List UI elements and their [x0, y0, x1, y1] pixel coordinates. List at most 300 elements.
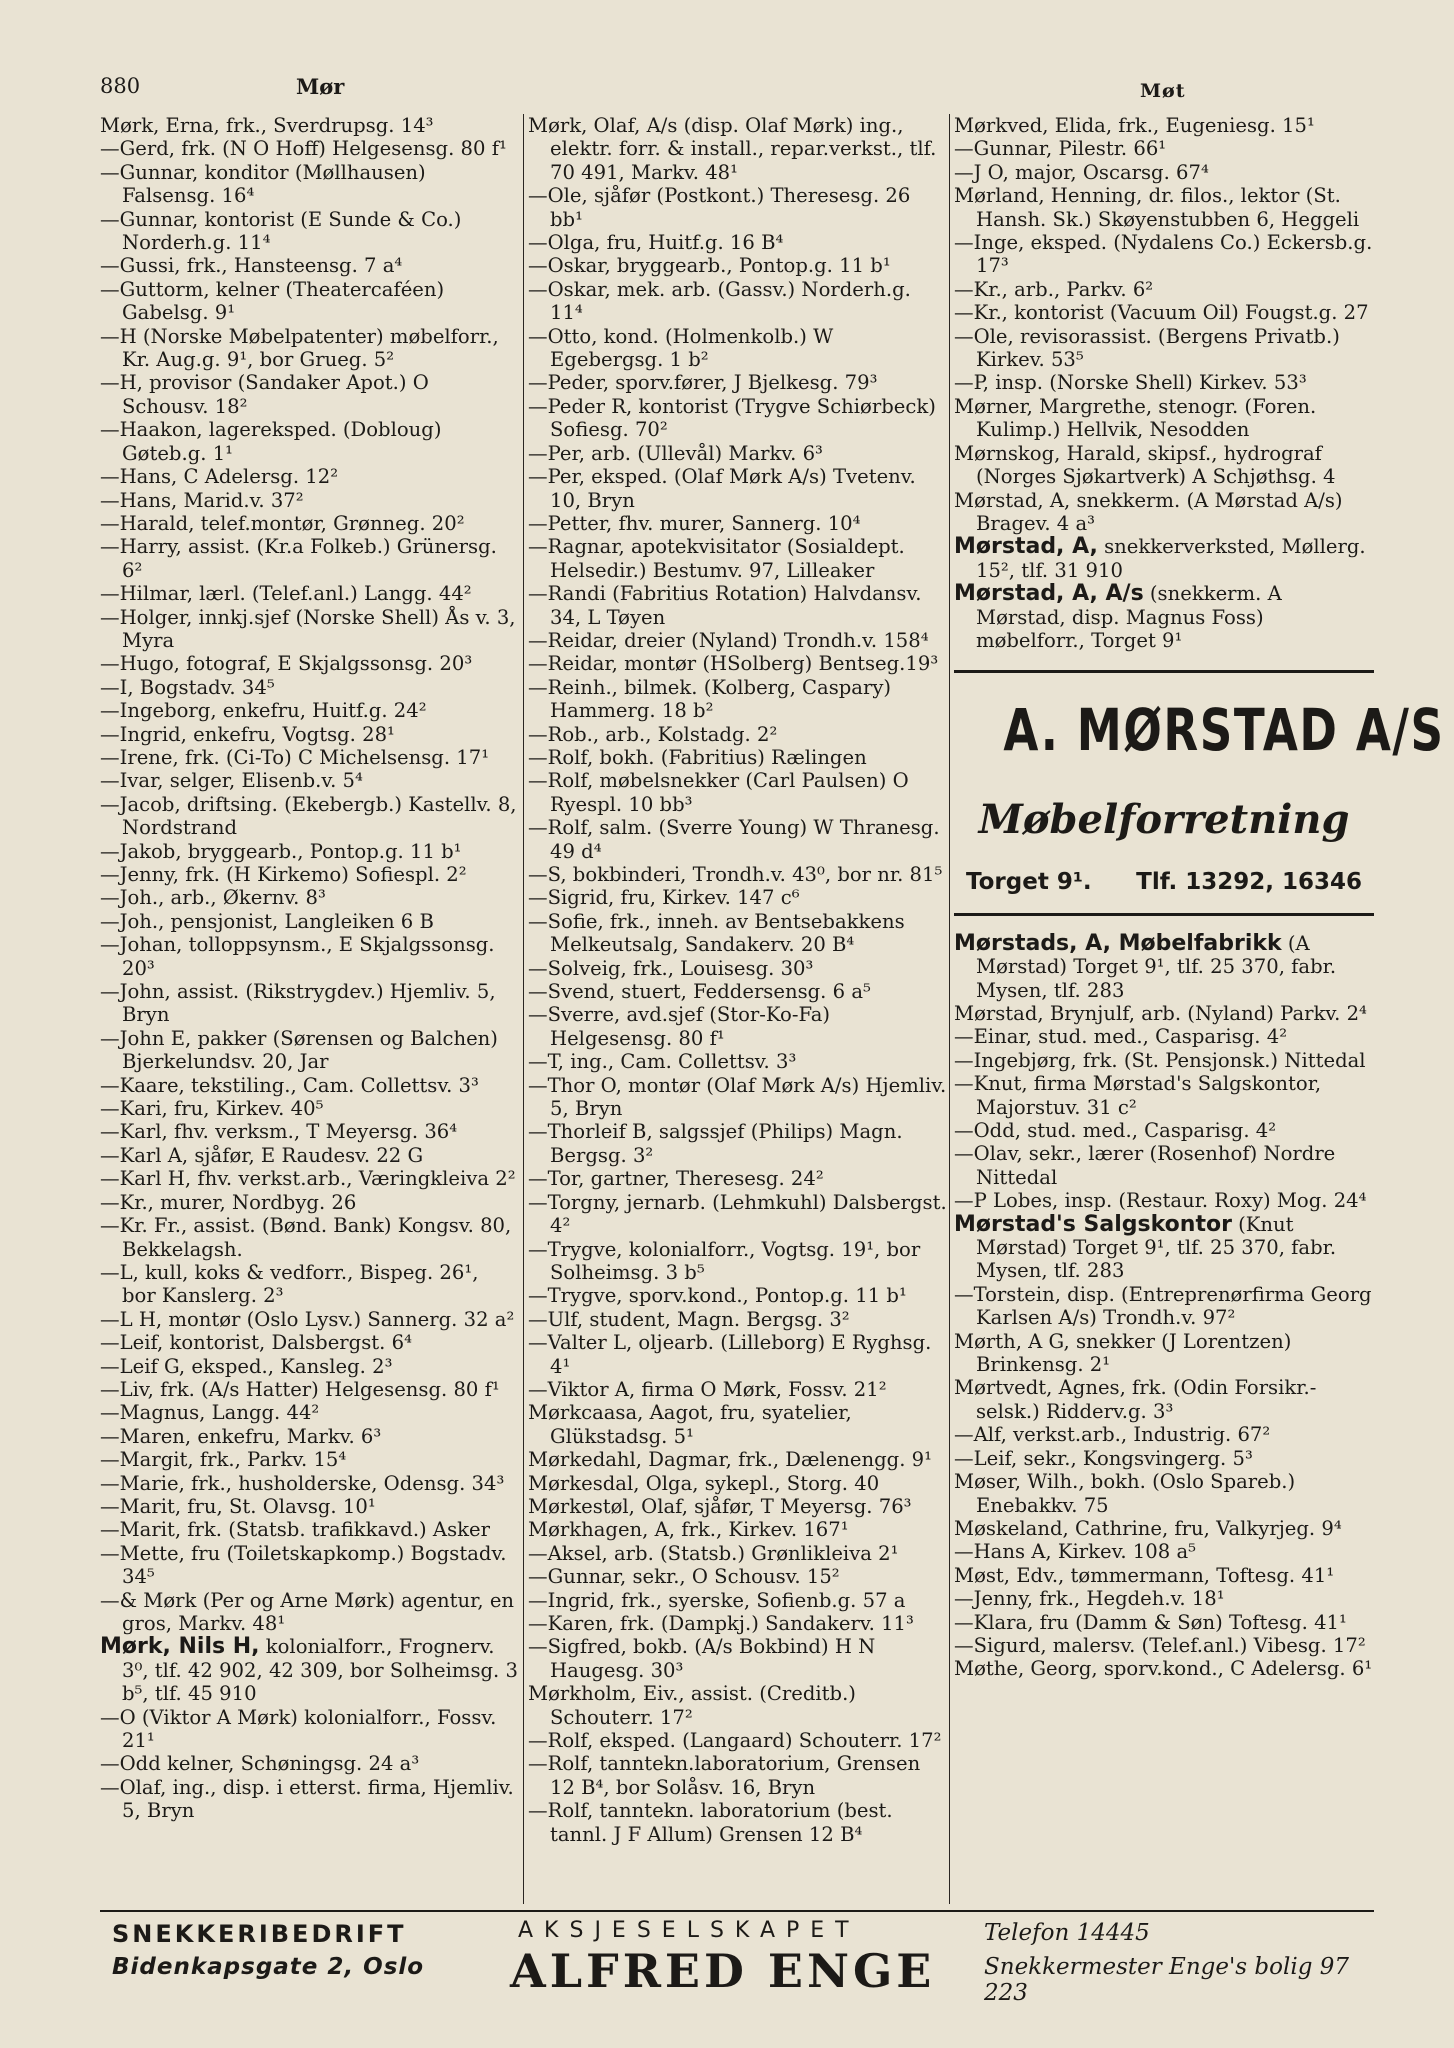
entry-text: —Svend, stuert, Feddersensg. 6 a⁵	[528, 980, 871, 1004]
entry-text: —Hugo, fotograf, E Skjalgssonsg. 20³	[100, 652, 473, 676]
entry-text: Mørkhagen, A, frk., Kirkev. 167¹	[528, 1518, 849, 1542]
directory-entry	[528, 980, 948, 1003]
entry-text: —Leif, kontorist, Dalsbergst. 6⁴	[100, 1331, 412, 1355]
entry-text: —Gunnar, sekr., O Schousv. 15²	[528, 1565, 840, 1589]
entry-text: —Hans A, Kirkev. 108 a⁵	[954, 1540, 1196, 1564]
entry-text: —Olaf, ing., disp. i etterst. firma, Hjemliv. 5, Bryn	[100, 1775, 514, 1823]
entry-text: —Holger, innkj.sjef (Norske Shell) Ås v. 3, Myra	[100, 605, 516, 652]
entry-text: —Jacob, driftsing. (Ekebergb.) Kastellv. 8, Nordstrand	[100, 792, 517, 840]
entry-text: —Ragnar, apotekvisitator (Sosialdept. Helsedir.) Bestumv. 97, Lilleaker	[528, 535, 905, 582]
directory-entry	[100, 278, 518, 325]
directory-entry	[528, 1612, 948, 1635]
directory-entry	[528, 769, 948, 816]
entry-text: —O (Viktor A Mørk) kolonialforr., Fossv. 21¹	[100, 1705, 497, 1753]
entry-text: (Knut Mørstad) Torget 9¹, tlf. 25 370, fabr. Mysen, tlf. 283	[976, 1212, 1337, 1283]
directory-entry	[528, 254, 948, 277]
directory-entry	[528, 465, 948, 512]
column-1	[100, 114, 518, 1823]
entry-text: —Odd, stud. med., Casparisg. 4²	[954, 1119, 1277, 1142]
directory-entry	[954, 1540, 1374, 1563]
entry-text: —Hans, Marid.v. 37²	[100, 488, 304, 512]
entry-text: —Ivar, selger, Elisenb.v. 5⁴	[100, 769, 363, 793]
directory-entry	[100, 1635, 518, 1705]
entry-bold-name: Mørk, Nils H,	[100, 1634, 260, 1660]
directory-entry	[954, 1611, 1374, 1634]
entry-text: —Jakob, bryggearb., Pontop.g. 11 b¹	[100, 839, 462, 863]
directory-entry	[528, 957, 948, 980]
page-number: 880	[100, 74, 141, 98]
entry-text: —Kari, fru, Kirkev. 40⁵	[100, 1097, 324, 1121]
entry-text: —Rolf, tanntekn.laboratorium, Grensen 12 B⁴, bor Solåsv. 16, Bryn	[528, 1752, 921, 1799]
entry-text: —Valter L, oljearb. (Lilleborg) E Ryghsg. 4¹	[528, 1331, 932, 1378]
directory-entry	[100, 465, 518, 488]
entry-text: —Joh., arb., Økernv. 8³	[100, 886, 326, 910]
entry-text: —Gerd, frk. (N O Hoff) Helgesensg. 80 f¹	[100, 137, 507, 161]
entry-text: —Gunnar, konditor (Møllhausen) Falsensg. 16⁴	[100, 160, 426, 208]
directory-entry	[100, 1097, 518, 1120]
directory-entry	[100, 582, 518, 605]
entry-text: —Marit, fru, St. Olavsg. 10¹	[100, 1494, 376, 1518]
directory-entry	[528, 325, 948, 372]
entry-text: —Inge, eksped. (Nydalens Co.) Eckersb.g. 17³	[954, 231, 1373, 278]
entry-text: —Aksel, arb. (Statsb.) Grønlikleiva 2¹	[528, 1541, 899, 1565]
footer-mid-title: AKSJESELSKAPET	[518, 1918, 860, 1943]
entry-text: —T, ing., Cam. Collettsv. 3³	[528, 1050, 797, 1074]
directory-entry	[528, 652, 948, 675]
entry-text: —L H, montør (Oslo Lysv.) Sannerg. 32 a²	[100, 1307, 515, 1331]
directory-entry	[528, 1472, 948, 1495]
directory-entry	[528, 746, 948, 769]
entry-text: —Sigrid, fru, Kirkev. 147 c⁶	[528, 886, 800, 910]
directory-entry	[954, 325, 1374, 372]
directory-entry	[954, 395, 1374, 442]
entry-text: Mørk, Olaf, A/s (disp. Olaf Mørk) ing., elektr. forr. & install., repar.verkst., tlf. 70 491, Markv. 48¹	[528, 114, 937, 184]
entry-text: —P, insp. (Norske Shell) Kirkev. 53³	[954, 371, 1307, 395]
directory-entry	[528, 886, 948, 909]
directory-entry	[528, 1308, 948, 1331]
directory-entry	[100, 1542, 518, 1589]
header-right-word: Møt	[1140, 80, 1186, 102]
directory-entry	[528, 1120, 948, 1167]
directory-entry	[100, 1518, 518, 1541]
directory-entry	[100, 1074, 518, 1097]
entry-bold-name: Mørstad, A, A/s	[954, 581, 1144, 607]
entry-text: —Margit, frk., Parkv. 15⁴	[100, 1448, 347, 1472]
directory-entry	[100, 1425, 518, 1448]
entry-text: —Hilmar, lærl. (Telef.anl.) Langg. 44²	[100, 582, 472, 606]
directory-entry	[100, 1776, 518, 1823]
entry-text: —Mette, fru (Toiletskapkomp.) Bogstadv. 34⁵	[100, 1541, 507, 1589]
directory-entry	[100, 980, 518, 1027]
entry-text: —Jenny, frk., Hegdeh.v. 18¹	[954, 1587, 1225, 1611]
directory-entry	[528, 1729, 948, 1752]
directory-entry	[954, 1213, 1374, 1283]
entry-text: Mørstad, Brynjulf, arb. (Nyland) Parkv. 2⁴	[954, 1001, 1367, 1025]
entry-text: —P Lobes, insp. (Restaur. Roxy) Mog. 24⁴	[954, 1189, 1367, 1213]
entry-text: —H, provisor (Sandaker Apot.) O Schousv. 18²	[100, 371, 429, 418]
directory-entry	[100, 1191, 518, 1214]
directory-entry	[100, 489, 518, 512]
directory-entry	[100, 1144, 518, 1167]
directory-entry	[528, 629, 948, 652]
directory-entry	[100, 1752, 518, 1775]
directory-entry	[954, 1376, 1374, 1423]
entry-text: —John E, pakker (Sørensen og Balchen) Bjerkelundsv. 20, Jar	[100, 1026, 498, 1074]
directory-entry	[100, 535, 518, 582]
directory-entry	[954, 932, 1374, 1002]
footer-advertisement	[100, 1910, 1374, 2006]
entry-text: —Alf, verkst.arb., Industrig. 67²	[954, 1423, 1271, 1447]
footer-phone: Telefon 14445	[984, 1920, 1150, 1946]
entry-text: Mørland, Henning, dr. filos., lektor (St. Hansh. Sk.) Skøyenstubben 6, Heggeli	[954, 184, 1360, 231]
entry-text: —Peder, sporv.fører, J Bjelkesg. 79³	[528, 371, 878, 395]
directory-entry	[100, 512, 518, 535]
directory-entry	[100, 1027, 518, 1074]
directory-entry	[100, 254, 518, 277]
directory-entry	[528, 1050, 948, 1073]
entry-text: —Thorleif B, salgssjef (Philips) Magn. Bergsg. 3²	[528, 1120, 903, 1167]
entry-text: —Harald, telef.montør, Grønneg. 20²	[100, 511, 465, 535]
entry-text: —Magnus, Langg. 44²	[100, 1401, 320, 1425]
directory-entry	[528, 184, 948, 231]
directory-entry	[954, 1447, 1374, 1470]
directory-entry	[100, 699, 518, 722]
column-divider	[523, 114, 524, 1904]
entry-text: —H (Norske Møbelpatenter) møbelforr., Kr. Aug.g. 9¹, bor Grueg. 5²	[100, 324, 499, 372]
entry-text: —Gussi, frk., Hansteensg. 7 a⁴	[100, 254, 403, 278]
entry-text: —Einar, stud. med., Casparisg. 4²	[954, 1025, 1288, 1049]
entry-text: —Oskar, bryggearb., Pontop.g. 11 b¹	[528, 254, 891, 278]
entry-text: —Kr., murer, Nordbyg. 26	[100, 1190, 357, 1214]
entry-text: —Karen, frk. (Dampkj.) Sandakerv. 11³	[528, 1612, 914, 1635]
entry-text: —Sigurd, malersv. (Telef.anl.) Vibesg. 17²	[954, 1633, 1366, 1657]
entry-text: —& Mørk (Per og Arne Mørk) agentur, en gros, Markv. 48¹	[100, 1588, 515, 1635]
entry-text: —Reidar, montør (HSolberg) Bentseg.19³	[528, 652, 939, 676]
directory-entry	[528, 723, 948, 746]
entry-text: Mørkcaasa, Aagot, fru, syatelier, Glükstadsg. 5¹	[528, 1401, 852, 1448]
entry-text: —Oskar, mek. arb. (Gassv.) Norderh.g. 11⁴	[528, 277, 911, 325]
directory-entry	[954, 1423, 1374, 1446]
directory-entry	[528, 1635, 948, 1682]
entry-text: —Ulf, student, Magn. Bergsg. 3²	[528, 1307, 850, 1331]
entry-text: —Knut, firma Mørstad's Salgskontor, Majorstuv. 31 c²	[954, 1072, 1322, 1119]
directory-entry	[954, 1564, 1374, 1587]
entry-text: —Sigfred, bokb. (A/s Bokbind) H N Haugesg. 30³	[528, 1635, 876, 1682]
entry-text: Mørner, Margrethe, stenogr. (Foren. Kulimp.) Hellvik, Nesodden	[954, 394, 1317, 442]
entry-text: —Kr., arb., Parkv. 6²	[954, 277, 1154, 301]
directory-entry	[954, 137, 1374, 160]
directory-entry	[954, 1657, 1374, 1680]
directory-entry	[100, 1401, 518, 1424]
directory-entry	[528, 1448, 948, 1471]
directory-entry	[100, 137, 518, 160]
entry-text: Mørkesdal, Olga, sykepl., Storg. 40	[528, 1471, 880, 1495]
entry-text: —Marit, frk. (Statsb. trafikkavd.) Asker	[100, 1518, 490, 1542]
entry-text: —Rolf, tanntekn. laboratorium (best. tannl. J F Allum) Grensen 12 B⁴	[528, 1799, 893, 1846]
directory-entry	[100, 1308, 518, 1331]
directory-entry	[528, 1331, 948, 1378]
directory-entry	[528, 863, 948, 886]
directory-entry	[100, 1120, 518, 1143]
directory-entry	[528, 114, 948, 184]
entry-text: —Reinh., bilmek. (Kolberg, Caspary) Hammerg. 18 b²	[528, 675, 892, 723]
directory-entry	[954, 1330, 1374, 1377]
entry-text: Møst, Edv., tømmermann, Toftesg. 41¹	[954, 1563, 1335, 1587]
directory-entry	[100, 371, 518, 418]
entry-text: —Viktor A, firma O Mørk, Fossv. 21²	[528, 1377, 887, 1401]
directory-entry	[528, 1799, 948, 1846]
directory-entry	[100, 418, 518, 465]
entry-text: —Guttorm, kelner (Theatercaféen) Gabelsg. 9¹	[100, 277, 445, 325]
directory-entry	[954, 161, 1374, 184]
directory-entry	[954, 535, 1374, 582]
directory-entry	[528, 231, 948, 254]
entry-text: —Leif G, eksped., Kansleg. 2³	[100, 1354, 393, 1378]
directory-entry	[954, 1283, 1374, 1330]
directory-entry	[528, 1518, 948, 1541]
entry-text: —Odd kelner, Schøningsg. 24 a³	[100, 1752, 420, 1776]
entry-text: —Rob., arb., Kolstadg. 2²	[528, 722, 778, 746]
footer-left-address: Bidenkapsgate 2, Oslo	[112, 1954, 425, 1980]
entry-text: kolonialforr., Frognerv. 3⁰, tlf. 42 902, 42 309, bor Solheimsg. 3 b⁵, tlf. 45 910	[122, 1635, 518, 1706]
entry-text: —L, kull, koks & vedforr., Bispeg. 26¹, bor Kanslerg. 2³	[100, 1260, 479, 1308]
entry-text: —Per, arb. (Ullevål) Markv. 6³	[528, 441, 823, 465]
entry-text: —Kaare, tekstiling., Cam. Collettsv. 3³	[100, 1073, 479, 1097]
entry-text: (A Mørstad) Torget 9¹, tlf. 25 370, fabr. Mysen, tlf. 283	[976, 931, 1337, 1002]
entry-text: Mørnskog, Harald, skipsf., hydrograf (Norges Sjøkartverk) A Schjøthsg. 4	[954, 441, 1336, 489]
directory-entry	[528, 1378, 948, 1401]
entry-text: —Haakon, lagereksped. (Dobloug) Gøteb.g. 1¹	[100, 418, 442, 465]
entry-text: —Trygve, sporv.kond., Pontop.g. 11 b¹	[528, 1284, 907, 1308]
entry-text: —Johan, tolloppsynsm., E Skjalgssonsg. 20³	[100, 933, 495, 980]
directory-entry	[528, 395, 948, 442]
directory-entry	[528, 910, 948, 957]
directory-entry	[954, 278, 1374, 301]
directory-entry	[954, 489, 1374, 536]
entry-text: —Olga, fru, Huitf.g. 16 B⁴	[528, 231, 784, 255]
footer-home-phone: Snekkermester Enge's bolig 97 223	[984, 1954, 1350, 2006]
entry-text: —I, Bogstadv. 34⁵	[100, 675, 275, 699]
entry-text: Møser, Wilh., bokh. (Oslo Spareb.) Enebakkv. 75	[954, 1470, 1296, 1517]
directory-entry	[100, 769, 518, 792]
directory-entry	[954, 1587, 1374, 1610]
directory-entry	[954, 371, 1374, 394]
entry-text: —Sverre, avd.sjef (Stor-Ko-Fa) Helgesensg. 80 f¹	[528, 1003, 831, 1050]
directory-entry	[100, 863, 518, 886]
directory-entry	[528, 816, 948, 863]
directory-entry	[100, 208, 518, 255]
directory-entry	[100, 114, 518, 137]
entry-text: —Otto, kond. (Holmenkolb.) W Egebergsg. 1 b²	[528, 324, 834, 372]
directory-entry	[100, 1472, 518, 1495]
entry-text: —Ingebjørg, frk. (St. Pensjonsk.) Nittedal	[954, 1048, 1366, 1072]
entry-text: (snekkerm. A Mørstad, disp. Magnus Foss) møbelforr., Torget 9¹	[976, 582, 1282, 652]
directory-entry	[954, 1072, 1374, 1119]
entry-text: —Ole, revisorassist. (Bergens Privatb.) Kirkev. 53⁵	[954, 324, 1340, 372]
entry-text: —Petter, fhv. murer, Sannerg. 10⁴	[528, 511, 861, 535]
footer-company-name: ALFRED ENGE	[510, 1944, 936, 1998]
directory-entry	[528, 512, 948, 535]
entry-text: —Hans, C Adelersg. 12²	[100, 465, 339, 489]
entry-text: —Jenny, frk. (H Kirkemo) Sofiespl. 2²	[100, 863, 467, 886]
directory-entry	[528, 1401, 948, 1448]
entry-text: —Rolf, salm. (Sverre Young) W Thranesg. 49 d⁴	[528, 816, 940, 863]
ad-phone: Tlf. 13292, 16346	[1136, 869, 1362, 896]
directory-entry	[528, 1191, 948, 1238]
entry-text: —Ingrid, frk., syerske, Sofienb.g. 57 a	[528, 1588, 906, 1612]
directory-entry	[528, 1284, 948, 1307]
directory-entry	[528, 1682, 948, 1729]
directory-entry	[100, 325, 518, 372]
entry-text: Møskeland, Cathrine, fru, Valkyrjeg. 9⁴	[954, 1516, 1342, 1540]
directory-entry	[100, 1167, 518, 1190]
entry-text: Møthe, Georg, sporv.kond., C Adelersg. 6¹	[954, 1657, 1373, 1681]
entry-text: —Rolf, møbelsnekker (Carl Paulsen) O Ryespl. 10 bb³	[528, 769, 909, 816]
entry-bold-name: Mørstad, A,	[954, 534, 1098, 560]
entry-text: —Kr., kontorist (Vacuum Oil) Fougst.g. 27	[954, 301, 1369, 325]
directory-entry	[528, 1074, 948, 1121]
directory-entry	[100, 1331, 518, 1354]
directory-entry	[528, 535, 948, 582]
entry-text: —Per, eksped. (Olaf Mørk A/s) Tvetenv. 10, Bryn	[528, 465, 916, 512]
entry-text: Mørkedahl, Dagmar, frk., Dælenengg. 9¹	[528, 1448, 932, 1472]
directory-entry	[954, 114, 1374, 137]
directory-entry	[100, 161, 518, 208]
entry-text: Mørkestøl, Olaf, sjåfør, T Meyersg. 76³	[528, 1494, 912, 1518]
entry-text: —Thor O, montør (Olaf Mørk A/s) Hjemliv. 5, Bryn	[528, 1073, 947, 1121]
entry-text: snekkerverksted, Møllerg. 15², tlf. 31 910	[976, 535, 1366, 582]
entry-text: —Karl H, fhv. verkst.arb., Væringkleiva 2²	[100, 1167, 516, 1191]
directory-entry	[100, 1448, 518, 1471]
directory-entry	[528, 371, 948, 394]
entry-text: Mørk, Erna, frk., Sverdrupsg. 14³	[100, 114, 434, 137]
entry-text: —Liv, frk. (A/s Hatter) Helgesensg. 80 f¹	[100, 1377, 500, 1401]
directory-entry	[528, 582, 948, 629]
directory-entry	[100, 1214, 518, 1261]
directory-entry	[100, 910, 518, 933]
directory-entry	[954, 184, 1374, 231]
ad-subtitle: Møbelforretning	[978, 796, 1350, 844]
entry-text: Mørtvedt, Agnes, frk. (Odin Forsikr.-selsk.) Ridderv.g. 3³	[954, 1376, 1317, 1423]
directory-entry	[528, 1003, 948, 1050]
directory-entry	[954, 582, 1374, 652]
entry-text: —Joh., pensjonist, Langleiken 6 B	[100, 909, 434, 933]
entry-text: —Torstein, disp. (Entreprenørfirma Georg Karlsen A/s) Trondh.v. 97²	[954, 1282, 1372, 1330]
footer-left-title: SNEKKERIBEDRIFT	[112, 1920, 407, 1948]
entry-text: Mørth, A G, snekker (J Lorentzen) Brinkensg. 2¹	[954, 1329, 1292, 1377]
entry-text: —Peder R, kontorist (Trygve Schiørbeck) Sofiesg. 70²	[528, 394, 936, 442]
column-3	[954, 114, 1445, 1681]
entry-text: Mørkved, Elida, frk., Eugeniesg. 15¹	[954, 114, 1315, 137]
directory-entry	[954, 301, 1374, 324]
directory-entry	[100, 723, 518, 746]
entry-text: —Torgny, jernarb. (Lehmkuhl) Dalsbergst. 4²	[528, 1190, 947, 1238]
entry-text: —Rolf, eksped. (Langaard) Schouterr. 17²	[528, 1729, 942, 1753]
column-2	[528, 114, 948, 1846]
directory-entry	[954, 1142, 1374, 1189]
directory-entry	[528, 1752, 948, 1799]
entry-text: —Irene, frk. (Ci-To) C Michelsensg. 17¹	[100, 745, 490, 769]
entry-text: —Gunnar, Pilestr. 66¹	[954, 137, 1167, 161]
entry-text: —Olav, sekr., lærer (Rosenhof) Nordre Nittedal	[954, 1142, 1336, 1189]
directory-entry	[100, 606, 518, 653]
entry-text: —Gunnar, kontorist (E Sunde & Co.) Norderh.g. 11⁴	[100, 207, 462, 255]
entry-text: —Tor, gartner, Theresesg. 24²	[528, 1167, 824, 1191]
entry-text: —Ingeborg, enkefru, Huitf.g. 24²	[100, 699, 427, 723]
ad-address: Torget 9¹.	[966, 869, 1092, 896]
directory-entry	[100, 933, 518, 980]
entry-text: —Karl A, sjåfør, E Raudesv. 22 G	[100, 1143, 424, 1167]
directory-entry	[100, 793, 518, 840]
directory-entry	[100, 840, 518, 863]
directory-entry	[528, 1238, 948, 1285]
entry-bold-name: Mørstad's Salgskontor	[954, 1211, 1232, 1237]
entry-text: —Rolf, bokh. (Fabritius) Rælingen	[528, 745, 867, 769]
directory-entry	[954, 231, 1374, 278]
directory-entry	[954, 1002, 1374, 1025]
directory-entry	[954, 1634, 1374, 1657]
directory-entry	[528, 1589, 948, 1612]
entry-text: —Kr. Fr., assist. (Bønd. Bank) Kongsv. 80, Bekkelagsh.	[100, 1214, 512, 1261]
entry-text: —Randi (Fabritius Rotation) Halvdansv. 34, L Tøyen	[528, 582, 922, 629]
entry-text: —Solveig, frk., Louisesg. 30³	[528, 956, 814, 980]
directory-entry	[954, 1119, 1374, 1142]
directory-entry	[100, 746, 518, 769]
entry-text: —Maren, enkefru, Markv. 6³	[100, 1424, 382, 1448]
directory-entry	[528, 1167, 948, 1190]
column-3-bottom-entries	[954, 932, 1374, 1681]
directory-entry	[528, 1565, 948, 1588]
directory-entry	[528, 676, 948, 723]
directory-entry	[528, 278, 948, 325]
directory-entry	[528, 1542, 948, 1565]
entry-text: —Ingrid, enkefru, Vogtsg. 28¹	[100, 722, 395, 746]
directory-entry	[954, 1049, 1374, 1072]
directory-entry	[100, 1355, 518, 1378]
morstad-advertisement	[954, 670, 1445, 915]
entry-text: —Klara, fru (Damm & Søn) Toftesg. 41¹	[954, 1610, 1347, 1634]
column-3-top-entries	[954, 114, 1374, 652]
directory-entry	[100, 1261, 518, 1308]
entry-text: —Marie, frk., husholderske, Odensg. 34³	[100, 1471, 505, 1495]
entry-text: —J O, major, Oscarsg. 67⁴	[954, 160, 1209, 184]
directory-entry	[954, 1189, 1374, 1212]
entry-text: —Karl, fhv. verksm., T Meyersg. 36⁴	[100, 1120, 458, 1144]
directory-entry	[954, 1517, 1374, 1540]
entry-text: —Reidar, dreier (Nyland) Trondh.v. 158⁴	[528, 628, 929, 652]
entry-text: —Leif, sekr., Kongsvingerg. 5³	[954, 1446, 1253, 1470]
ad-contact-line	[958, 871, 1370, 894]
entry-text: —Ole, sjåfør (Postkont.) Theresesg. 26 bb¹	[528, 184, 911, 231]
directory-entry	[954, 1025, 1374, 1048]
directory-entry	[100, 1706, 518, 1753]
directory-entry	[100, 1495, 518, 1518]
entry-text: Mørstad, A, snekkerm. (A Mørstad A/s) Bragev. 4 a³	[954, 488, 1343, 535]
entry-text: —S, bokbinderi, Trondh.v. 43⁰, bor nr. 81⁵	[528, 863, 943, 886]
directory-entry	[100, 676, 518, 699]
directory-entry	[100, 1378, 518, 1401]
ad-company-name: A. MØRSTAD A/S	[1003, 696, 1445, 765]
entry-text: —Sofie, frk., inneh. av Bentsebakkens Melkeutsalg, Sandakerv. 20 B⁴	[528, 909, 905, 957]
entry-bold-name: Mørstads, A, Møbelfabrikk	[954, 930, 1282, 956]
directory-entry	[528, 442, 948, 465]
entry-text: —Harry, assist. (Kr.a Folkeb.) Grünersg. 6²	[100, 535, 497, 582]
entry-text: Mørkholm, Eiv., assist. (Creditb.) Schouterr. 17²	[528, 1682, 856, 1729]
directory-entry	[100, 652, 518, 675]
directory-entry	[100, 886, 518, 909]
entry-text: —Trygve, kolonialforr., Vogtsg. 19¹, bor Solheimsg. 3 b⁵	[528, 1237, 921, 1284]
column-divider	[949, 114, 950, 1904]
